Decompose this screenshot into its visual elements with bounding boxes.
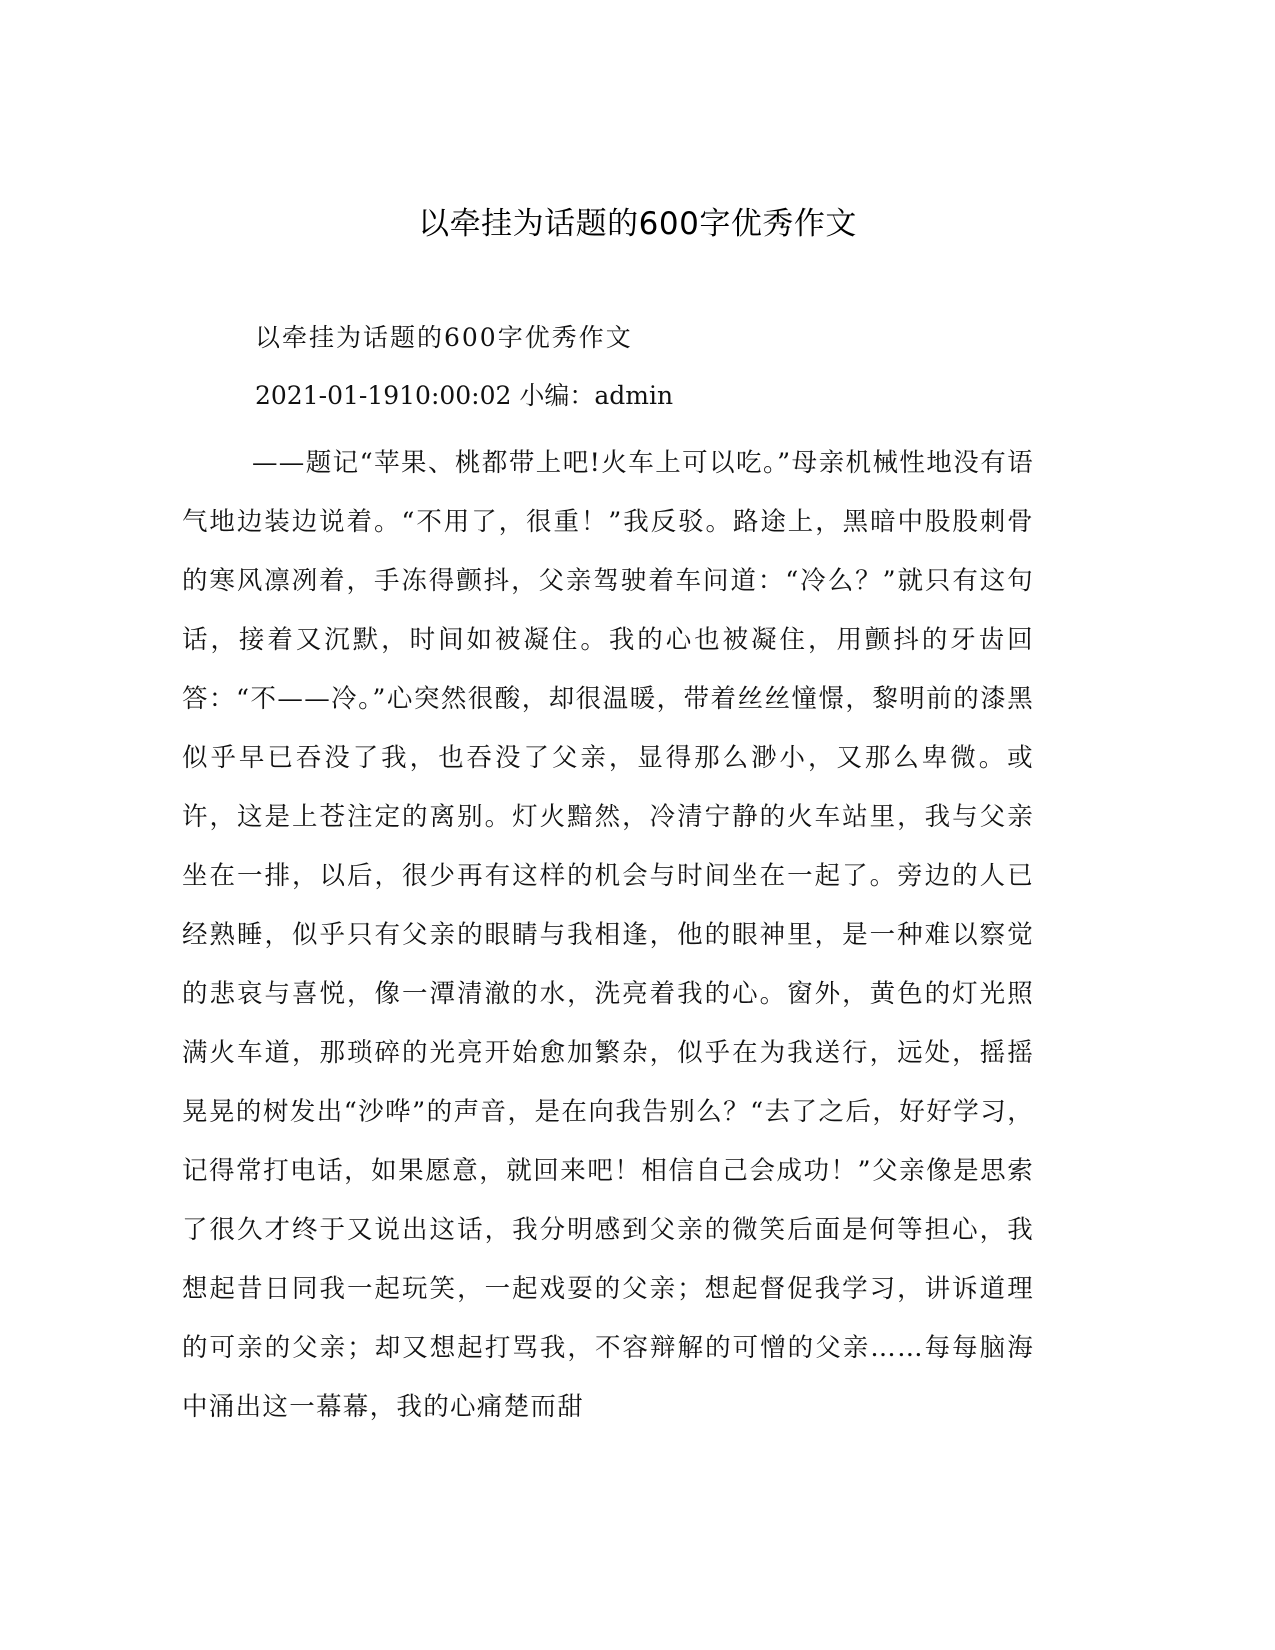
document-title: 以牵挂为话题的600字优秀作文	[418, 206, 857, 242]
article-subtitle: 以牵挂为话题的600字优秀作文	[255, 323, 633, 352]
publish-date-line: 2021-01-1910:00:02 小编：admin	[255, 381, 674, 410]
article-body-paragraph: ——题记“苹果、桃都带上吧!火车上可以吃。”母亲机械性地没有语气地边装边说着。“不用了，很重！”我反驳。路途上，黑暗中股股刺骨的寒风凛冽着，手冻得颤抖，父亲驾驶着车问道：“冷么？”就只有这句话，接着又沉默，时间如被凝住。我的心也被凝住，用颤抖的牙齿回答：“不——冷。”心突然很酸，却很温暖，带着丝丝憧憬，黎明前的漆黑似乎早已吞没了我，也吞没了父亲，显得那么渺小，又那么卑微。或许，这是上苍注定的离别。灯火黯然，冷清宁静的火车站里，我与父亲坐在一排，以后，很少再有这样的机会与时间坐在一起了。旁边的人已经熟睡，似乎只有父亲的眼睛与我相逢，他的眼神里，是一种难以察觉的悲哀与喜悦，像一潭清澈的水，洗亮着我的心。窗外，黄色的灯光照满火车道，那琐碎的光亮开始愈加繁杂，似乎在为我送行，远处，摇摇晃晃的树发出“沙哗”的声音，是在向我告别么？“去了之后，好好学习，记得常打电话，如果愿意，就回来吧！相信自己会成功！”父亲像是思索了很久才终于又说出这话，我分明感到父亲的微笑后面是何等担心，我想起昔日同我一起玩笑，一起戏耍的父亲；想起督促我学习，讲诉道理的可亲的父亲；却又想起打骂我，不容辩解的可憎的父亲……每每脑海中涌出这一幕幕，我的心痛楚而甜	[182, 448, 1034, 1422]
